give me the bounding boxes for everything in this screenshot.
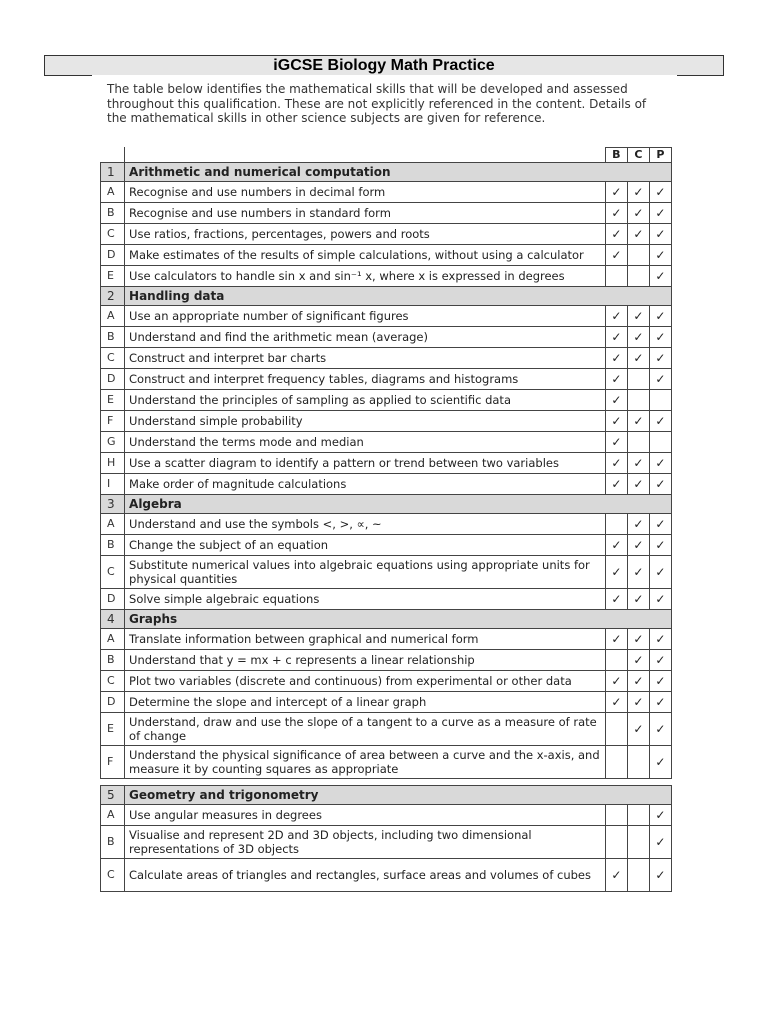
check-physics-yes: ✓	[649, 327, 671, 348]
check-biology-yes: ✓	[605, 474, 627, 495]
skill-description: Recognise and use numbers in standard form	[125, 203, 606, 224]
check-chemistry-yes: ✓	[627, 348, 649, 369]
check-biology-yes: ✓	[605, 245, 627, 266]
skill-letter: A	[101, 629, 125, 650]
check-chemistry-no	[627, 390, 649, 411]
check-physics-no	[649, 390, 671, 411]
skill-description: Understand that y = mx + c represents a linear relationship	[125, 650, 606, 671]
check-chemistry-yes: ✓	[627, 692, 649, 713]
skill-letter: C	[101, 556, 125, 589]
column-header-biology: B	[605, 148, 627, 163]
skill-description: Determine the slope and intercept of a linear graph	[125, 692, 606, 713]
skill-description: Construct and interpret frequency tables, diagrams and histograms	[125, 369, 606, 390]
check-physics-yes: ✓	[649, 348, 671, 369]
check-physics-yes: ✓	[649, 514, 671, 535]
skill-description: Plot two variables (discrete and continuous) from experimental or other data	[125, 671, 606, 692]
check-physics-yes: ✓	[649, 713, 671, 746]
section-title: Arithmetic and numerical computation	[125, 163, 672, 182]
skill-row	[101, 746, 672, 779]
check-chemistry-yes: ✓	[627, 327, 649, 348]
gap-cell	[605, 779, 627, 786]
header-blank-cell	[125, 148, 606, 163]
skill-letter: B	[101, 826, 125, 859]
skill-description: Visualise and represent 2D and 3D objects, including two dimensional representations of 3D objects	[125, 826, 606, 859]
skill-description: Use ratios, fractions, percentages, powers and roots	[125, 224, 606, 245]
check-physics-no	[649, 432, 671, 453]
check-physics-yes: ✓	[649, 266, 671, 287]
check-chemistry-yes: ✓	[627, 556, 649, 589]
skill-row	[101, 203, 672, 224]
page-title: iGCSE Biology Math Practice	[44, 55, 724, 76]
skill-row	[101, 859, 672, 892]
check-chemistry-yes: ✓	[627, 203, 649, 224]
skill-description: Make estimates of the results of simple calculations, without using a calculator	[125, 245, 606, 266]
section-number: 3	[101, 495, 125, 514]
check-biology-no	[605, 266, 627, 287]
skill-letter: F	[101, 411, 125, 432]
check-physics-yes: ✓	[649, 671, 671, 692]
check-biology-no	[605, 650, 627, 671]
check-chemistry-no	[627, 266, 649, 287]
skill-letter: D	[101, 369, 125, 390]
skill-letter: F	[101, 746, 125, 779]
section-number: 5	[101, 786, 125, 805]
table-header-row	[101, 148, 672, 163]
section-header-row	[101, 786, 672, 805]
check-physics-yes: ✓	[649, 306, 671, 327]
check-physics-yes: ✓	[649, 203, 671, 224]
check-biology-yes: ✓	[605, 182, 627, 203]
check-chemistry-no	[627, 826, 649, 859]
gap-cell	[627, 779, 649, 786]
skill-description: Construct and interpret bar charts	[125, 348, 606, 369]
section-header-row	[101, 610, 672, 629]
skill-row	[101, 182, 672, 203]
check-physics-yes: ✓	[649, 805, 671, 826]
skill-letter: B	[101, 650, 125, 671]
skill-letter: C	[101, 224, 125, 245]
check-chemistry-yes: ✓	[627, 713, 649, 746]
skill-row	[101, 692, 672, 713]
column-header-physics: P	[649, 148, 671, 163]
skill-description: Understand the terms mode and median	[125, 432, 606, 453]
skill-description: Understand the principles of sampling as applied to scientific data	[125, 390, 606, 411]
check-chemistry-yes: ✓	[627, 224, 649, 245]
skill-row	[101, 348, 672, 369]
skill-row	[101, 556, 672, 589]
check-biology-yes: ✓	[605, 432, 627, 453]
skill-letter: G	[101, 432, 125, 453]
section-header-row	[101, 495, 672, 514]
skill-description: Understand, draw and use the slope of a tangent to a curve as a measure of rate of change	[125, 713, 606, 746]
header-blank-cell	[101, 148, 125, 163]
check-biology-yes: ✓	[605, 453, 627, 474]
skill-letter: E	[101, 390, 125, 411]
skill-letter: A	[101, 514, 125, 535]
skill-letter: A	[101, 306, 125, 327]
check-physics-yes: ✓	[649, 556, 671, 589]
section-title: Geometry and trigonometry	[125, 786, 672, 805]
check-physics-yes: ✓	[649, 650, 671, 671]
check-physics-yes: ✓	[649, 224, 671, 245]
skill-row	[101, 671, 672, 692]
section-header-row	[101, 163, 672, 182]
check-physics-yes: ✓	[649, 746, 671, 779]
section-title: Algebra	[125, 495, 672, 514]
check-physics-yes: ✓	[649, 859, 671, 892]
gap-cell	[649, 779, 671, 786]
check-chemistry-no	[627, 245, 649, 266]
check-biology-yes: ✓	[605, 224, 627, 245]
skill-description: Calculate areas of triangles and rectangles, surface areas and volumes of cubes	[125, 859, 606, 892]
check-biology-yes: ✓	[605, 535, 627, 556]
check-biology-no	[605, 514, 627, 535]
skill-row	[101, 805, 672, 826]
check-biology-no	[605, 713, 627, 746]
skill-letter: C	[101, 348, 125, 369]
skill-row	[101, 327, 672, 348]
check-chemistry-no	[627, 746, 649, 779]
check-physics-yes: ✓	[649, 411, 671, 432]
check-physics-yes: ✓	[649, 453, 671, 474]
check-chemistry-no	[627, 432, 649, 453]
check-physics-yes: ✓	[649, 369, 671, 390]
skill-letter: D	[101, 692, 125, 713]
check-biology-no	[605, 826, 627, 859]
check-biology-yes: ✓	[605, 203, 627, 224]
skill-row	[101, 535, 672, 556]
section-title: Graphs	[125, 610, 672, 629]
check-physics-yes: ✓	[649, 629, 671, 650]
skill-description: Solve simple algebraic equations	[125, 589, 606, 610]
check-chemistry-yes: ✓	[627, 671, 649, 692]
check-chemistry-yes: ✓	[627, 629, 649, 650]
check-biology-yes: ✓	[605, 306, 627, 327]
skill-description: Make order of magnitude calculations	[125, 474, 606, 495]
check-physics-yes: ✓	[649, 245, 671, 266]
skill-letter: E	[101, 266, 125, 287]
skill-row	[101, 713, 672, 746]
check-chemistry-yes: ✓	[627, 650, 649, 671]
skill-letter: H	[101, 453, 125, 474]
skill-row	[101, 266, 672, 287]
check-biology-yes: ✓	[605, 629, 627, 650]
check-chemistry-yes: ✓	[627, 182, 649, 203]
check-chemistry-yes: ✓	[627, 453, 649, 474]
skill-row	[101, 826, 672, 859]
check-biology-no	[605, 746, 627, 779]
intro-paragraph: The table below identifies the mathematical skills that will be developed and assessed throughout this qualification. These are not explicitly referenced in the content. Details of the mathematical skills in other science subjects are given for reference.	[107, 82, 647, 125]
check-biology-no	[605, 805, 627, 826]
check-physics-yes: ✓	[649, 826, 671, 859]
check-biology-yes: ✓	[605, 411, 627, 432]
check-physics-yes: ✓	[649, 535, 671, 556]
skill-row	[101, 514, 672, 535]
check-physics-yes: ✓	[649, 182, 671, 203]
section-header-row	[101, 287, 672, 306]
gap-cell	[101, 779, 125, 786]
check-chemistry-yes: ✓	[627, 411, 649, 432]
skill-letter: C	[101, 859, 125, 892]
section-number: 2	[101, 287, 125, 306]
skill-letter: A	[101, 182, 125, 203]
skill-row	[101, 629, 672, 650]
skill-description: Change the subject of an equation	[125, 535, 606, 556]
skill-row	[101, 432, 672, 453]
check-chemistry-yes: ✓	[627, 306, 649, 327]
skill-row	[101, 390, 672, 411]
math-skills-table	[100, 147, 672, 892]
skill-description: Use an appropriate number of significant figures	[125, 306, 606, 327]
check-chemistry-no	[627, 369, 649, 390]
skill-row	[101, 650, 672, 671]
check-biology-yes: ✓	[605, 369, 627, 390]
title-underline-gap	[92, 75, 677, 78]
skill-description: Substitute numerical values into algebraic equations using appropriate units for physical quantities	[125, 556, 606, 589]
check-biology-yes: ✓	[605, 692, 627, 713]
skill-description: Understand simple probability	[125, 411, 606, 432]
check-chemistry-yes: ✓	[627, 535, 649, 556]
gap-cell	[125, 779, 606, 786]
section-title: Handling data	[125, 287, 672, 306]
skill-letter: C	[101, 671, 125, 692]
skill-row	[101, 224, 672, 245]
check-biology-yes: ✓	[605, 859, 627, 892]
skill-letter: E	[101, 713, 125, 746]
check-biology-yes: ✓	[605, 556, 627, 589]
section-number: 4	[101, 610, 125, 629]
skill-description: Use angular measures in degrees	[125, 805, 606, 826]
skill-letter: B	[101, 203, 125, 224]
check-biology-yes: ✓	[605, 671, 627, 692]
skill-row	[101, 474, 672, 495]
skill-letter: I	[101, 474, 125, 495]
check-biology-yes: ✓	[605, 390, 627, 411]
check-biology-yes: ✓	[605, 589, 627, 610]
skill-letter: B	[101, 535, 125, 556]
skill-letter: A	[101, 805, 125, 826]
check-chemistry-yes: ✓	[627, 514, 649, 535]
skill-row	[101, 453, 672, 474]
skill-description: Use a scatter diagram to identify a pattern or trend between two variables	[125, 453, 606, 474]
skill-row	[101, 245, 672, 266]
skill-description: Understand and find the arithmetic mean (average)	[125, 327, 606, 348]
page-break-gap	[101, 779, 672, 786]
skill-letter: D	[101, 245, 125, 266]
check-physics-yes: ✓	[649, 589, 671, 610]
skill-description: Use calculators to handle sin x and sin⁻¹ x, where x is expressed in degrees	[125, 266, 606, 287]
check-chemistry-yes: ✓	[627, 474, 649, 495]
column-header-chemistry: C	[627, 148, 649, 163]
skills-table-body	[101, 163, 672, 892]
check-chemistry-no	[627, 805, 649, 826]
check-physics-yes: ✓	[649, 692, 671, 713]
check-chemistry-yes: ✓	[627, 589, 649, 610]
skill-row	[101, 306, 672, 327]
skill-row	[101, 589, 672, 610]
skill-row	[101, 369, 672, 390]
section-number: 1	[101, 163, 125, 182]
skill-description: Understand the physical significance of area between a curve and the x-axis, and measure it by counting squares as appropriate	[125, 746, 606, 779]
skill-description: Recognise and use numbers in decimal form	[125, 182, 606, 203]
check-chemistry-no	[627, 859, 649, 892]
skill-description: Translate information between graphical and numerical form	[125, 629, 606, 650]
skill-description: Understand and use the symbols <, >, ∝, ~	[125, 514, 606, 535]
skill-letter: B	[101, 327, 125, 348]
skill-row	[101, 411, 672, 432]
check-biology-yes: ✓	[605, 327, 627, 348]
check-physics-yes: ✓	[649, 474, 671, 495]
check-biology-yes: ✓	[605, 348, 627, 369]
skill-letter: D	[101, 589, 125, 610]
